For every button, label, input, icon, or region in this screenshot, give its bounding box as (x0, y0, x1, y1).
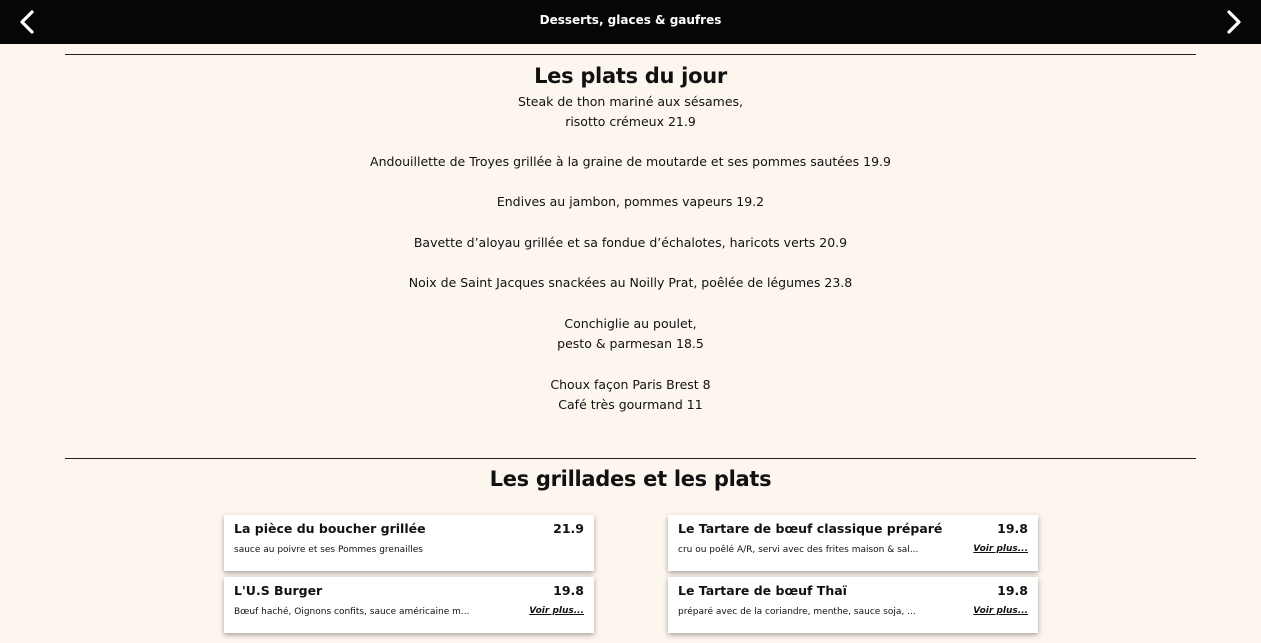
see-more-link[interactable]: Voir plus... (973, 544, 1028, 554)
menu-item-description: préparé avec de la coriandre, menthe, sauce soja, ... (678, 607, 916, 617)
plat-line: pesto & parmesan 18.5 (557, 336, 704, 351)
plat-line: Choux façon Paris Brest 8 (550, 377, 711, 392)
plat-line: Andouillette de Troyes grillée à la graine de moutarde et ses pommes sautées 19.9 (370, 154, 891, 169)
section-divider (65, 458, 1196, 459)
menu-item-card[interactable] (224, 515, 594, 571)
menu-item-name: Le Tartare de bœuf classique préparé (678, 521, 943, 536)
plat-line: Bavette d’aloyau grillée et sa fondue d’échalotes, haricots verts 20.9 (413, 235, 848, 250)
plat-line: Conchiglie au poulet, (564, 316, 697, 331)
see-more-link[interactable]: Voir plus... (529, 606, 584, 616)
plat-line: Endives au jambon, pommes vapeurs 19.2 (496, 194, 765, 209)
plat-line: Noix de Saint Jacques snackées au Noilly Prat, poêlée de légumes 23.8 (408, 275, 853, 290)
menu-item-card[interactable] (224, 577, 594, 633)
plat-line: Café très gourmand 11 (558, 397, 703, 412)
menu-item-name: Le Tartare de bœuf Thaï (678, 583, 847, 598)
top-bar (0, 0, 1261, 44)
menu-item-price: 19.8 (553, 583, 584, 598)
plats-du-jour-title: Les plats du jour (534, 64, 727, 88)
chevron-right-icon[interactable] (1219, 8, 1247, 36)
menu-item-price: 19.8 (997, 583, 1028, 598)
section-divider (65, 54, 1196, 55)
menu-item-description: Bœuf haché, Oignons confits, sauce américaine m... (234, 607, 470, 617)
menu-item-description: cru ou poêlé A/R, servi avec des frites maison & sal... (678, 545, 919, 555)
plat-line: Steak de thon mariné aux sésames, (517, 94, 744, 109)
menu-item-card[interactable] (668, 577, 1038, 633)
plat-line: risotto crémeux 21.9 (565, 114, 696, 129)
menu-item-card[interactable] (668, 515, 1038, 571)
category-title: Desserts, glaces & gaufres (539, 13, 722, 27)
menu-item-price: 21.9 (553, 521, 584, 536)
see-more-link[interactable]: Voir plus... (973, 606, 1028, 616)
menu-item-name: La pièce du boucher grillée (234, 521, 426, 536)
grillades-title: Les grillades et les plats (489, 467, 772, 491)
menu-item-price: 19.8 (997, 521, 1028, 536)
menu-item-name: L'U.S Burger (234, 583, 323, 598)
menu-item-description: sauce au poivre et ses Pommes grenailles (234, 545, 423, 555)
